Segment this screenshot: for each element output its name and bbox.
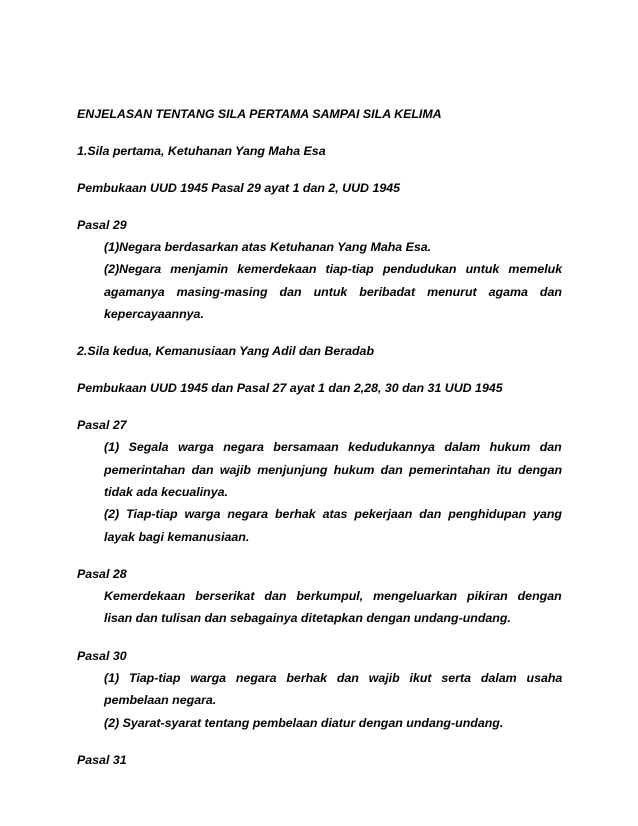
pasal31-label: Pasal 31 (77, 753, 127, 767)
pasal28-line2: lisan dan tulisan dan sebagainya ditetapkan dengan undang-undang. (104, 611, 511, 625)
pasal27-ayat1-line1: (1) Segala warga negara bersamaan kedudukannya dalam hukum dan (104, 440, 562, 454)
pasal30-ayat1-line1: (1) Tiap-tiap warga negara berhak dan wajib ikut serta dalam usaha (104, 671, 563, 685)
pasal27-ayat1-line2: pemerintahan dan wajib menjunjung hukum dan pemerintahan itu dengan (104, 463, 563, 477)
pasal30-ayat2: (2) Syarat-syarat tentang pembelaan diatur dengan undang-undang. (104, 716, 504, 730)
pasal29-label: Pasal 29 (77, 218, 127, 232)
pasal30-label: Pasal 30 (77, 649, 127, 663)
sila1-heading: 1.Sila pertama, Ketuhanan Yang Maha Esa (77, 144, 326, 158)
pasal30-ayat1-line2: pembelaan negara. (104, 693, 217, 707)
sila2-heading: 2.Sila kedua, Kemanusiaan Yang Adil dan Beradab (77, 344, 375, 358)
pasal28-label: Pasal 28 (77, 567, 127, 581)
pasal27-ayat1-line3: tidak ada kecualinya. (104, 485, 228, 499)
pasal29-ayat1: (1)Negara berdasarkan atas Ketuhanan Yang Maha Esa. (104, 240, 432, 254)
pasal27-ayat2-line1: (2) Tiap-tiap warga negara berhak atas pekerjaan dan penghidupan yang (104, 507, 562, 521)
pasal29-ayat2-line3: kepercayaannya. (104, 307, 204, 321)
sila2-legal-basis: Pembukaan UUD 1945 dan Pasal 27 ayat 1 dan 2,28, 30 dan 31 UUD 1945 (77, 381, 503, 395)
pasal29-ayat2-line1: (2)Negara menjamin kemerdekaan tiap-tiap pendudukan untuk memeluk (104, 262, 563, 276)
document-title: ENJELASAN TENTANG SILA PERTAMA SAMPAI SILA KELIMA (77, 107, 442, 121)
pasal28-line1: Kemerdekaan berserikat dan berkumpul, mengeluarkan pikiran dengan (104, 589, 562, 603)
pasal27-label: Pasal 27 (77, 418, 127, 432)
sila1-legal-basis: Pembukaan UUD 1945 Pasal 29 ayat 1 dan 2, UUD 1945 (77, 181, 401, 195)
pasal29-ayat2-line2: agamanya masing-masing dan untuk beribadat menurut agama dan (104, 285, 562, 299)
pasal27-ayat2-line2: layak bagi kemanusiaan. (104, 530, 250, 544)
